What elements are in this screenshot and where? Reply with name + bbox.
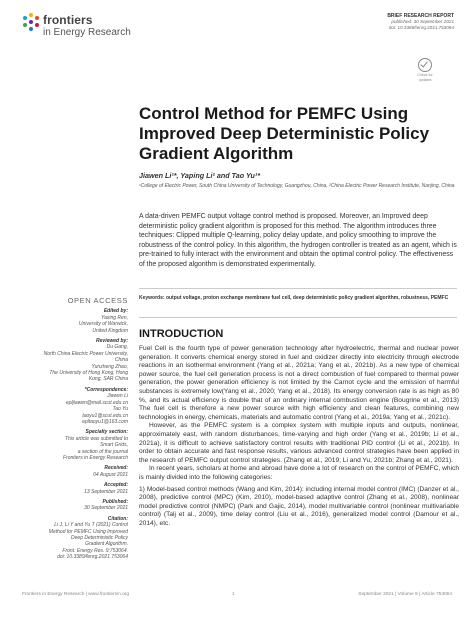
check-updates-icon [418,58,432,72]
logo-journal: in Energy Research [43,27,131,38]
footer-journal[interactable]: Frontiers in Energy Research | www.frontiersin.org [22,592,130,597]
correspondence-line: Tao Yu [112,406,128,413]
specialty-line: a section of the journal [77,448,128,455]
citation-line: Gradient Algorithm. [85,541,128,548]
reviewer-line: The University of Hong Kong, Hong [49,370,128,377]
section-heading: INTRODUCTION [139,328,224,340]
doi-link[interactable]: doi: 10.3389/fenrg.2021.753064 [388,25,454,31]
check-updates-button[interactable] [416,58,434,82]
specialty-line: Frontiers in Energy Research [62,454,128,461]
reviewer-line: North China Electric Power University, [43,350,128,357]
reviewed-by-heading: Reviewed by: [96,338,128,345]
paragraph: However, as the PEMFC system is a complex system with multiple inputs and outputs, nonlinear, approximately east, with random disturbances, time-varying and high order (Yang et al., 2019b; Li et al., 2021a), it is difficult to achieve satisfactory control results with traditional PID control (Li et al., 2021b). In order to obtain accurate and fast response results, various advanced control strategies have been applied in the research of PEMFC output control strategies. (Zhang et al., 2019; Li and Yu, 2021b; Zhang et al., 2021). [139,422,459,464]
reviewer-line: Yunzheng Zhao, [91,363,128,370]
citation-line: Method for PEMFC Using Improved [48,528,128,535]
page-number: 1 [232,592,235,597]
citation-line: Deep Deterministic Policy [71,535,128,541]
divider [139,288,457,289]
divider [139,317,457,318]
article-header-meta [387,13,454,32]
journal-logo[interactable] [22,13,132,51]
article-title: Control Method for PEMFC Using Improved Deep Deterministic Policy Gradient Algorithm [139,104,430,163]
list-item: 1) Model-based control methods (Wang and Kim, 2014): including internal model control (IMC) (Danzer et al., 2008), predictive control (MPC) (Kim, 2010), model-based adaptive control (Zhang et al., 2008), nonlinear model predictive control (NMPC) (Park and Gajic, 2014), model multivariable control (nonlinear multivariable control) (Talj et al., 2009), time delay control (Liu et al., 2016), generalized model control (Damour et al., 2014), etc. [139,485,459,527]
citation-doi[interactable]: doi: 10.3389/fenrg.2021.753064 [57,554,128,561]
keywords-text: output voltage, proton exchange membrane fuel cell, deep deterministic policy gradient algorithm, robustness, PEMFC [165,295,449,301]
keywords-label: Keywords: [139,295,165,301]
published-date-sidebar: 30 September 2021 [84,505,128,512]
specialty-heading: Specialty section: [85,429,128,436]
report-type: BRIEF RESEARCH REPORT [387,13,454,19]
received-date: 04 August 2021 [93,471,128,478]
specialty-line: This article was submitted to [64,435,128,442]
edited-by-heading: Edited by: [103,308,128,315]
specialty-line: Smart Grids, [99,442,128,449]
received-heading: Received: [104,465,128,472]
correspondence-email[interactable]: epljiawen@mail.scut.edu.cn [65,399,128,406]
open-access-label: OPEN ACCESS [67,296,128,305]
reviewer-line: Du Gang, [106,344,128,351]
article-info-sidebar [22,298,128,561]
accepted-date: 13 September 2021 [84,488,128,495]
published-date: published: 30 September 2021 [391,19,454,25]
author-list: Jiawen Li¹*, Yaping Li² and Tao Yu¹* [139,171,261,180]
reviewer-line: China [114,357,128,364]
correspondence-email[interactable]: epltaoyu1@163.com [82,418,128,425]
editor-line: Yaxing Ren, [101,314,128,321]
citation-line: Li J, Li Y and Yu T (2021) Control [54,522,128,529]
paragraph: In recent years, scholars at home and abroad have done a lot of research on the control of PEMFC, which is mainly divided into the following categories: [139,465,459,481]
frontiers-logo-icon [22,13,40,31]
check-updates-label-1: Check for [417,73,433,77]
keywords [139,295,457,302]
correspondence-heading: *Correspondence: [84,386,128,393]
citation-heading: Citation: [107,515,128,522]
published-heading: Published: [102,498,128,505]
affiliations: ¹College of Electric Power, South China University of Technology, Guangzhou, China, ²China Electric Power Research Institute, Nanjing, China [139,183,455,189]
logo-name: frontiers [43,13,93,27]
correspondence-line: Jiawen Li [107,393,128,400]
footer-issue: September 2021 | Volume 9 | Article 753064 [358,592,452,597]
correspondence-email[interactable]: taoyu1@scut.edu.cn [82,412,128,419]
paragraph: Fuel Cell is the fourth type of power generation technology after hydroelectric, thermal and nuclear power generation. It converts chemical energy stored in fuel and oxidizer directly into electricity through electrode reactions in an isothermal environment (Yang et al., 2021a; Yang et al., 2021b). As a new type of chemical power source, the fuel cell generation process is not a direct combustion of fuel compared to thermal power generation, the power generation efficiency is not limited by the Carnot cycle and the emission of harmful substances is extremely low(Yang et al., 2020; Yang et al., 2018). Its energy conversion rate is as high as 80 %, and its actual efficiency is double that of an ordinary internal combustion engine (Bougrine et al., 2013) The fuel cell is therefore a new power source with high efficiency and clean features, combining new technologies in energy, chemicals, materials and automatic control (Yang et al., 2019a; Yang et al., 2021c). [139,345,459,421]
accepted-heading: Accepted: [103,482,128,489]
editor-line: United Kingdom [92,327,128,334]
editor-line: University of Warwick, [78,321,128,328]
citation-line: Front. Energy Res. 9:753064. [62,547,128,554]
reviewer-line: Kong, SAR China [88,376,128,383]
abstract: A data-driven PEMFC output voltage control method is proposed. Moreover, an Improved deep deterministic policy gradient algorithm is proposed for this method. The algorithm introduces three techniques: Clipped multiple Q-learning, policy delay update, and policy smoothing to improve the robustness of the control policy. In this algorithm, the hydrogen controller is treated as an agent, which is pre-trained to fully interact with the environment and obtain the optimal control policy. The effectiveness of the proposed algorithm is demonstrated experimentally. [139,213,457,268]
check-updates-label-2: updates [418,78,432,82]
body-text [139,345,459,528]
